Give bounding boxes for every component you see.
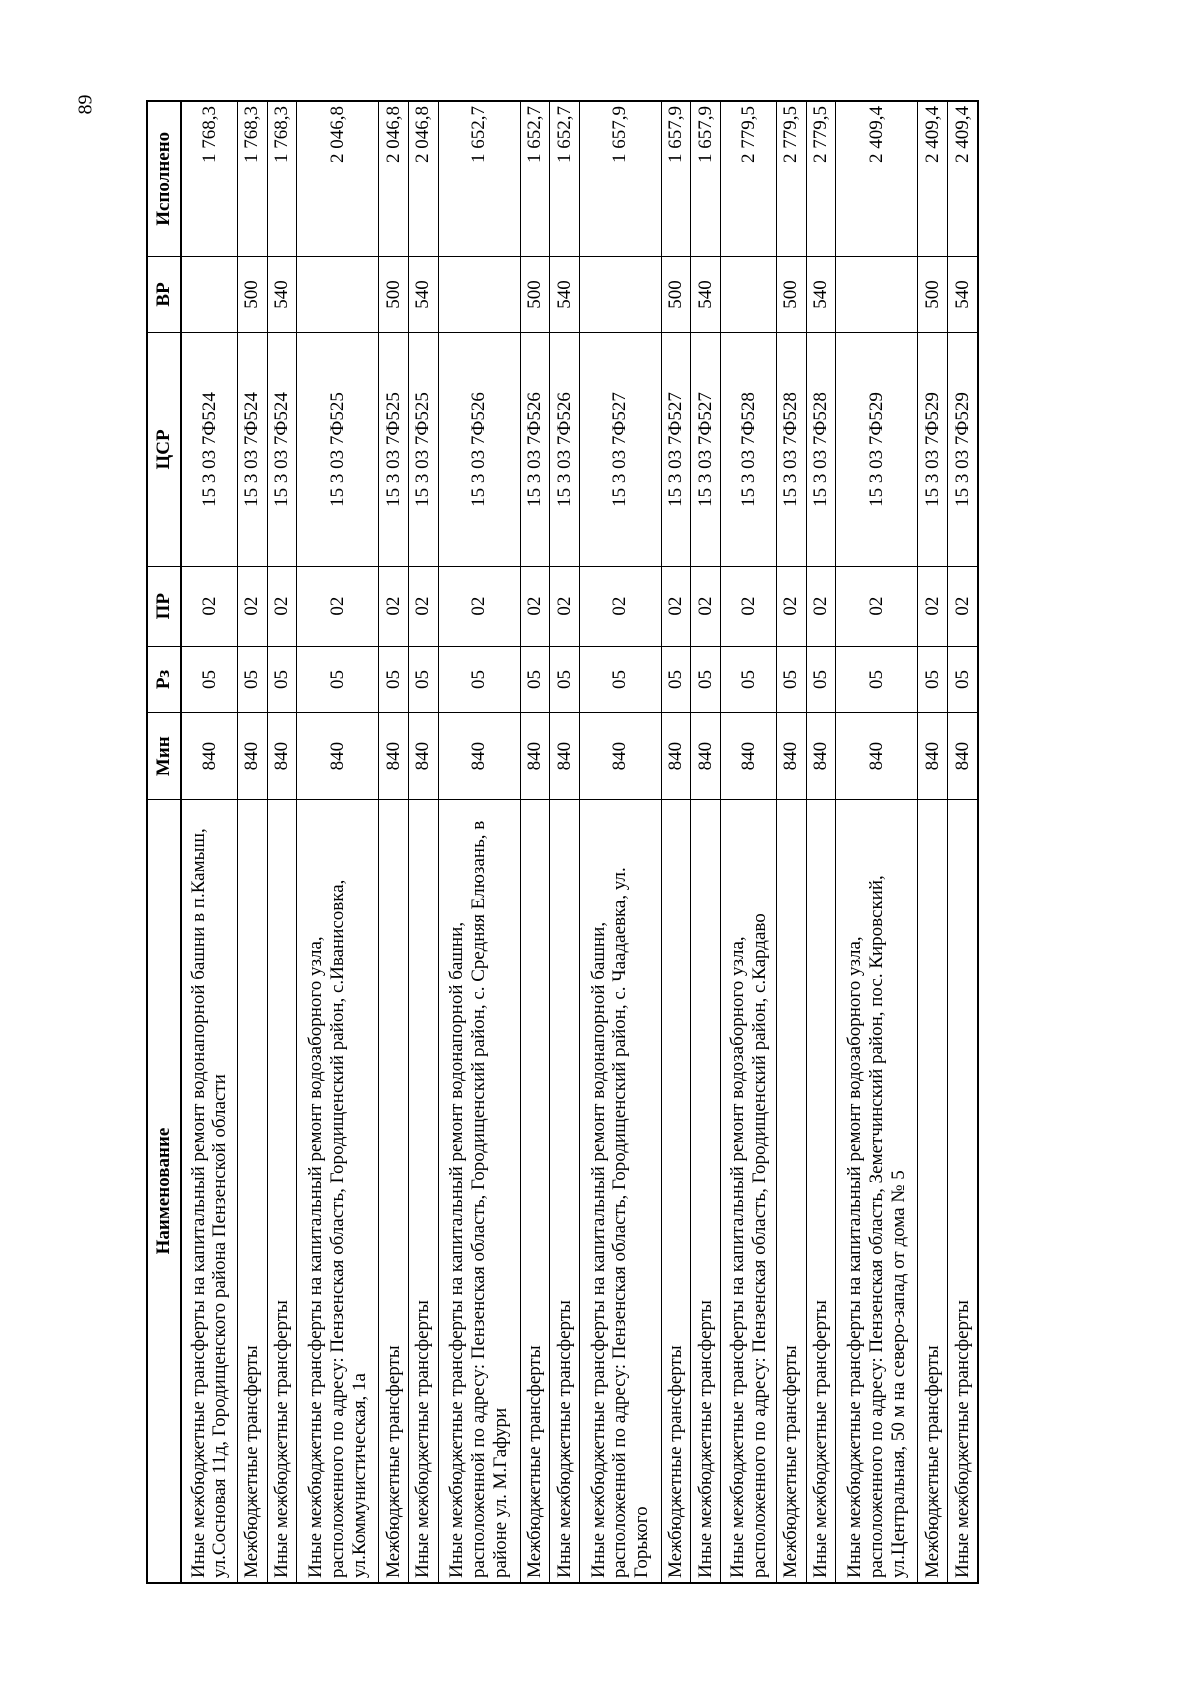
cell-pr: 02 [947,566,978,646]
cell-pr: 02 [550,566,580,646]
table-row [776,101,806,1583]
cell-csr: 15 3 03 7Ф529 [836,333,918,566]
cell-pr: 02 [181,566,237,646]
cell-pr: 02 [379,566,409,646]
cell-pr: 02 [661,566,691,646]
cell-min: 840 [721,713,777,800]
cell-rz: 05 [661,646,691,713]
cell-pr: 02 [918,566,948,646]
cell-min: 840 [181,713,237,800]
cell-vr: 500 [776,256,806,333]
cell-rz: 05 [181,646,237,713]
cell-rz: 05 [836,646,918,713]
cell-name: Иные межбюджетные трансферты [408,800,438,1584]
cell-amount: 2 046,8 [297,101,379,256]
cell-min: 840 [836,713,918,800]
cell-min: 840 [267,713,297,800]
table-body [181,101,978,1583]
table-row [661,101,691,1583]
header-csr: ЦСР [147,333,181,566]
table-row [806,101,836,1583]
cell-name: Иные межбюджетные трансферты на капитальный ремонт водозаборного узла, расположенного по адресу: Пензенская область, Земетчинский район, пос. Кировский, ул.Центральная, 50 м на северо-запад от дома № 5 [836,800,918,1584]
header-pr: ПР [147,566,181,646]
cell-pr: 02 [721,566,777,646]
table-row [237,101,267,1583]
cell-min: 840 [408,713,438,800]
cell-rz: 05 [579,646,661,713]
cell-csr: 15 3 03 7Ф529 [947,333,978,566]
cell-name: Межбюджетные трансферты [661,800,691,1584]
cell-rz: 05 [721,646,777,713]
cell-name: Межбюджетные трансферты [918,800,948,1584]
cell-pr: 02 [776,566,806,646]
cell-amount: 1 652,7 [520,101,550,256]
table-row [438,101,520,1583]
table-header [147,101,181,1583]
cell-min: 840 [379,713,409,800]
cell-csr: 15 3 03 7Ф526 [438,333,520,566]
budget-table [146,100,979,1584]
table-row [579,101,661,1583]
cell-min: 840 [918,713,948,800]
cell-name: Иные межбюджетные трансферты [691,800,721,1584]
cell-csr: 15 3 03 7Ф525 [379,333,409,566]
cell-rz: 05 [438,646,520,713]
cell-pr: 02 [691,566,721,646]
cell-name: Иные межбюджетные трансферты [550,800,580,1584]
cell-min: 840 [691,713,721,800]
cell-vr [438,256,520,333]
cell-min: 840 [438,713,520,800]
cell-csr: 15 3 03 7Ф527 [661,333,691,566]
header-min: Мин [147,713,181,800]
cell-vr [721,256,777,333]
cell-rz: 05 [806,646,836,713]
table-row [267,101,297,1583]
cell-vr: 540 [691,256,721,333]
cell-name: Иные межбюджетные трансферты на капитальный ремонт водозаборного узла, расположенного по адресу: Пензенская область, Городищенский район, с.Иванисовка, ул.Коммунистическая, 1а [297,800,379,1584]
budget-table-container [146,100,979,1584]
cell-name: Иные межбюджетные трансферты [947,800,978,1584]
cell-amount: 2 779,5 [776,101,806,256]
cell-name: Иные межбюджетные трансферты на капитальный ремонт водонапорной башни, расположенной по адресу: Пензенская область, Городищенский район, с. Чаадаевка, ул. Горького [579,800,661,1584]
table-row [408,101,438,1583]
cell-amount: 2 409,4 [947,101,978,256]
cell-amount: 1 768,3 [237,101,267,256]
cell-vr: 540 [408,256,438,333]
cell-amount: 2 779,5 [806,101,836,256]
table-row [181,101,237,1583]
cell-name: Межбюджетные трансферты [520,800,550,1584]
table-row [379,101,409,1583]
cell-name: Иные межбюджетные трансферты [806,800,836,1584]
cell-min: 840 [237,713,267,800]
cell-csr: 15 3 03 7Ф524 [237,333,267,566]
cell-vr [181,256,237,333]
cell-min: 840 [297,713,379,800]
cell-amount: 1 652,7 [438,101,520,256]
cell-amount: 1 768,3 [267,101,297,256]
cell-name: Межбюджетные трансферты [237,800,267,1584]
cell-vr: 500 [237,256,267,333]
cell-vr: 540 [806,256,836,333]
cell-rz: 05 [918,646,948,713]
table-row [297,101,379,1583]
cell-rz: 05 [237,646,267,713]
header-vr: ВР [147,256,181,333]
cell-csr: 15 3 03 7Ф525 [408,333,438,566]
cell-csr: 15 3 03 7Ф526 [520,333,550,566]
page-number [72,84,100,124]
table-row [918,101,948,1583]
cell-pr: 02 [438,566,520,646]
cell-rz: 05 [550,646,580,713]
cell-amount: 1 652,7 [550,101,580,256]
table-row [721,101,777,1583]
cell-pr: 02 [297,566,379,646]
cell-vr: 540 [267,256,297,333]
cell-rz: 05 [297,646,379,713]
cell-pr: 02 [579,566,661,646]
cell-rz: 05 [691,646,721,713]
page-number-text: 89 [74,94,97,114]
cell-vr [297,256,379,333]
cell-pr: 02 [408,566,438,646]
cell-pr: 02 [237,566,267,646]
cell-amount: 2 046,8 [408,101,438,256]
cell-vr: 500 [520,256,550,333]
cell-vr [836,256,918,333]
table-row [947,101,978,1583]
cell-vr: 500 [379,256,409,333]
cell-min: 840 [776,713,806,800]
cell-rz: 05 [520,646,550,713]
table-row [691,101,721,1583]
cell-csr: 15 3 03 7Ф528 [721,333,777,566]
cell-vr: 500 [918,256,948,333]
cell-min: 840 [579,713,661,800]
cell-amount: 1 657,9 [579,101,661,256]
cell-name: Иные межбюджетные трансферты на капитальный ремонт водонапорной башни в п.Камыш, ул.Сосновая 11д, Городищенского района Пензенской области [181,800,237,1584]
cell-csr: 15 3 03 7Ф526 [550,333,580,566]
cell-min: 840 [947,713,978,800]
cell-amount: 2 046,8 [379,101,409,256]
cell-rz: 05 [947,646,978,713]
cell-name: Иные межбюджетные трансферты [267,800,297,1584]
cell-vr: 500 [661,256,691,333]
cell-name: Иные межбюджетные трансферты на капитальный ремонт водонапорной башни, расположенной по адресу: Пензенская область, Городищенский район, с. Средняя Елюзань, в районе ул. М.Гафури [438,800,520,1584]
cell-amount: 1 657,9 [691,101,721,256]
cell-rz: 05 [408,646,438,713]
cell-csr: 15 3 03 7Ф528 [806,333,836,566]
header-row [147,101,181,1583]
cell-amount: 2 779,5 [721,101,777,256]
cell-amount: 2 409,4 [836,101,918,256]
cell-csr: 15 3 03 7Ф527 [691,333,721,566]
table-row [836,101,918,1583]
cell-name: Межбюджетные трансферты [776,800,806,1584]
cell-csr: 15 3 03 7Ф527 [579,333,661,566]
cell-pr: 02 [806,566,836,646]
header-amount: Исполнено [147,101,181,256]
table-row [520,101,550,1583]
cell-min: 840 [806,713,836,800]
cell-rz: 05 [379,646,409,713]
cell-name: Межбюджетные трансферты [379,800,409,1584]
cell-pr: 02 [836,566,918,646]
cell-min: 840 [550,713,580,800]
cell-csr: 15 3 03 7Ф529 [918,333,948,566]
cell-min: 840 [661,713,691,800]
cell-rz: 05 [267,646,297,713]
cell-csr: 15 3 03 7Ф524 [267,333,297,566]
cell-vr: 540 [947,256,978,333]
header-rz: Рз [147,646,181,713]
cell-csr: 15 3 03 7Ф524 [181,333,237,566]
cell-amount: 1 768,3 [181,101,237,256]
table-row [550,101,580,1583]
cell-name: Иные межбюджетные трансферты на капитальный ремонт водозаборного узла, расположенного по адресу: Пензенская область, Городищенский район, с.Кардаво [721,800,777,1584]
cell-csr: 15 3 03 7Ф525 [297,333,379,566]
cell-csr: 15 3 03 7Ф528 [776,333,806,566]
cell-pr: 02 [267,566,297,646]
cell-pr: 02 [520,566,550,646]
cell-amount: 1 657,9 [661,101,691,256]
cell-min: 840 [520,713,550,800]
cell-vr [579,256,661,333]
cell-vr: 540 [550,256,580,333]
cell-rz: 05 [776,646,806,713]
cell-amount: 2 409,4 [918,101,948,256]
header-name: Наименование [147,800,181,1584]
